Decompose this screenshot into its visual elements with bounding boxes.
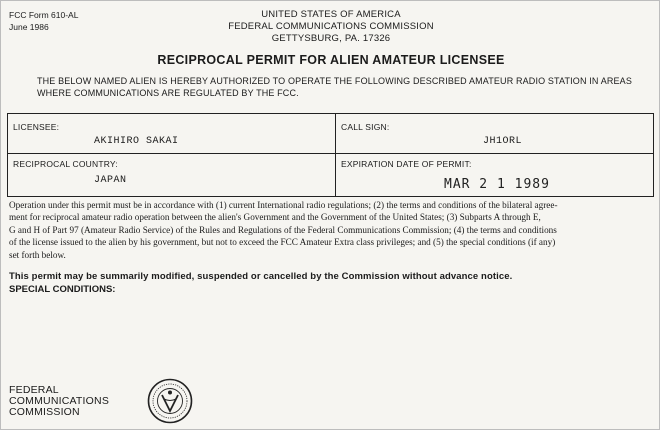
licensee-value: AKIHIRO SAKAI bbox=[94, 136, 179, 147]
conditions-line-5: set forth below. bbox=[9, 249, 66, 260]
footer-line-1: FEDERAL bbox=[9, 384, 59, 396]
special-conditions-heading: SPECIAL CONDITIONS: bbox=[9, 284, 116, 295]
conditions-line-4: of the license issued to the alien by his government, but not to exceed the FCC Amateur Extra class privileges; and (5) the special conditions (if any) bbox=[9, 237, 556, 248]
country-value: JAPAN bbox=[94, 175, 127, 186]
fields-box bbox=[7, 113, 654, 197]
agency-line-2: FEDERAL COMMUNICATIONS COMMISSION bbox=[228, 21, 434, 32]
agency-line-3: GETTYSBURG, PA. 17326 bbox=[271, 33, 391, 44]
footer-line-3: COMMISSION bbox=[9, 406, 80, 418]
commission-signature bbox=[9, 385, 109, 418]
fcc-seal-icon bbox=[147, 378, 193, 424]
form-number: FCC Form 610-AL bbox=[9, 10, 79, 20]
conditions-line-3: G and H of Part 97 (Amateur Radio Service) of the Rules and Regulations of the Federal Communications Commission; (4) the terms and conditions bbox=[9, 224, 557, 235]
modification-notice: This permit may be summarily modified, suspended or cancelled by the Commission without advance notice. bbox=[9, 271, 513, 282]
field-divider-horizontal bbox=[8, 153, 653, 154]
conditions-line-1: Operation under this permit must be in accordance with (1) current International radio regulations; (2) the terms and conditions of the bilateral agree- bbox=[9, 200, 558, 210]
call-sign-value: JH1ORL bbox=[483, 136, 523, 147]
footer-line-2: COMMUNICATIONS bbox=[9, 395, 110, 407]
form-number-block bbox=[9, 9, 78, 33]
call-sign-label: CALL SIGN: bbox=[341, 122, 390, 132]
country-label: RECIPROCAL COUNTRY: bbox=[13, 159, 118, 169]
expiration-label: EXPIRATION DATE OF PERMIT: bbox=[341, 159, 472, 169]
intro-paragraph: THE BELOW NAMED ALIEN IS HEREBY AUTHORIZED TO OPERATE THE FOLLOWING DESCRIBED AMATEUR RADIO STATION IN AREAS WHERE COMMUNICATIONS ARE REGULATED BY THE FCC. bbox=[37, 76, 632, 98]
licensee-label: LICENSEE: bbox=[13, 122, 60, 132]
expiration-stamp: MAR 2 1 1989 bbox=[444, 177, 550, 192]
agency-header bbox=[181, 9, 481, 45]
conditions-paragraph bbox=[9, 199, 653, 261]
agency-line-1: UNITED STATES OF AMERICA bbox=[261, 9, 401, 20]
document-title: RECIPROCAL PERMIT FOR ALIEN AMATEUR LICENSEE bbox=[157, 53, 505, 67]
form-date: June 1986 bbox=[9, 22, 49, 32]
conditions-line-2: ment for reciprocal amateur radio operation between the alien's Government and the Government of the United States; (3) Subparts A through E, bbox=[9, 212, 541, 223]
field-divider-vertical bbox=[335, 114, 336, 196]
